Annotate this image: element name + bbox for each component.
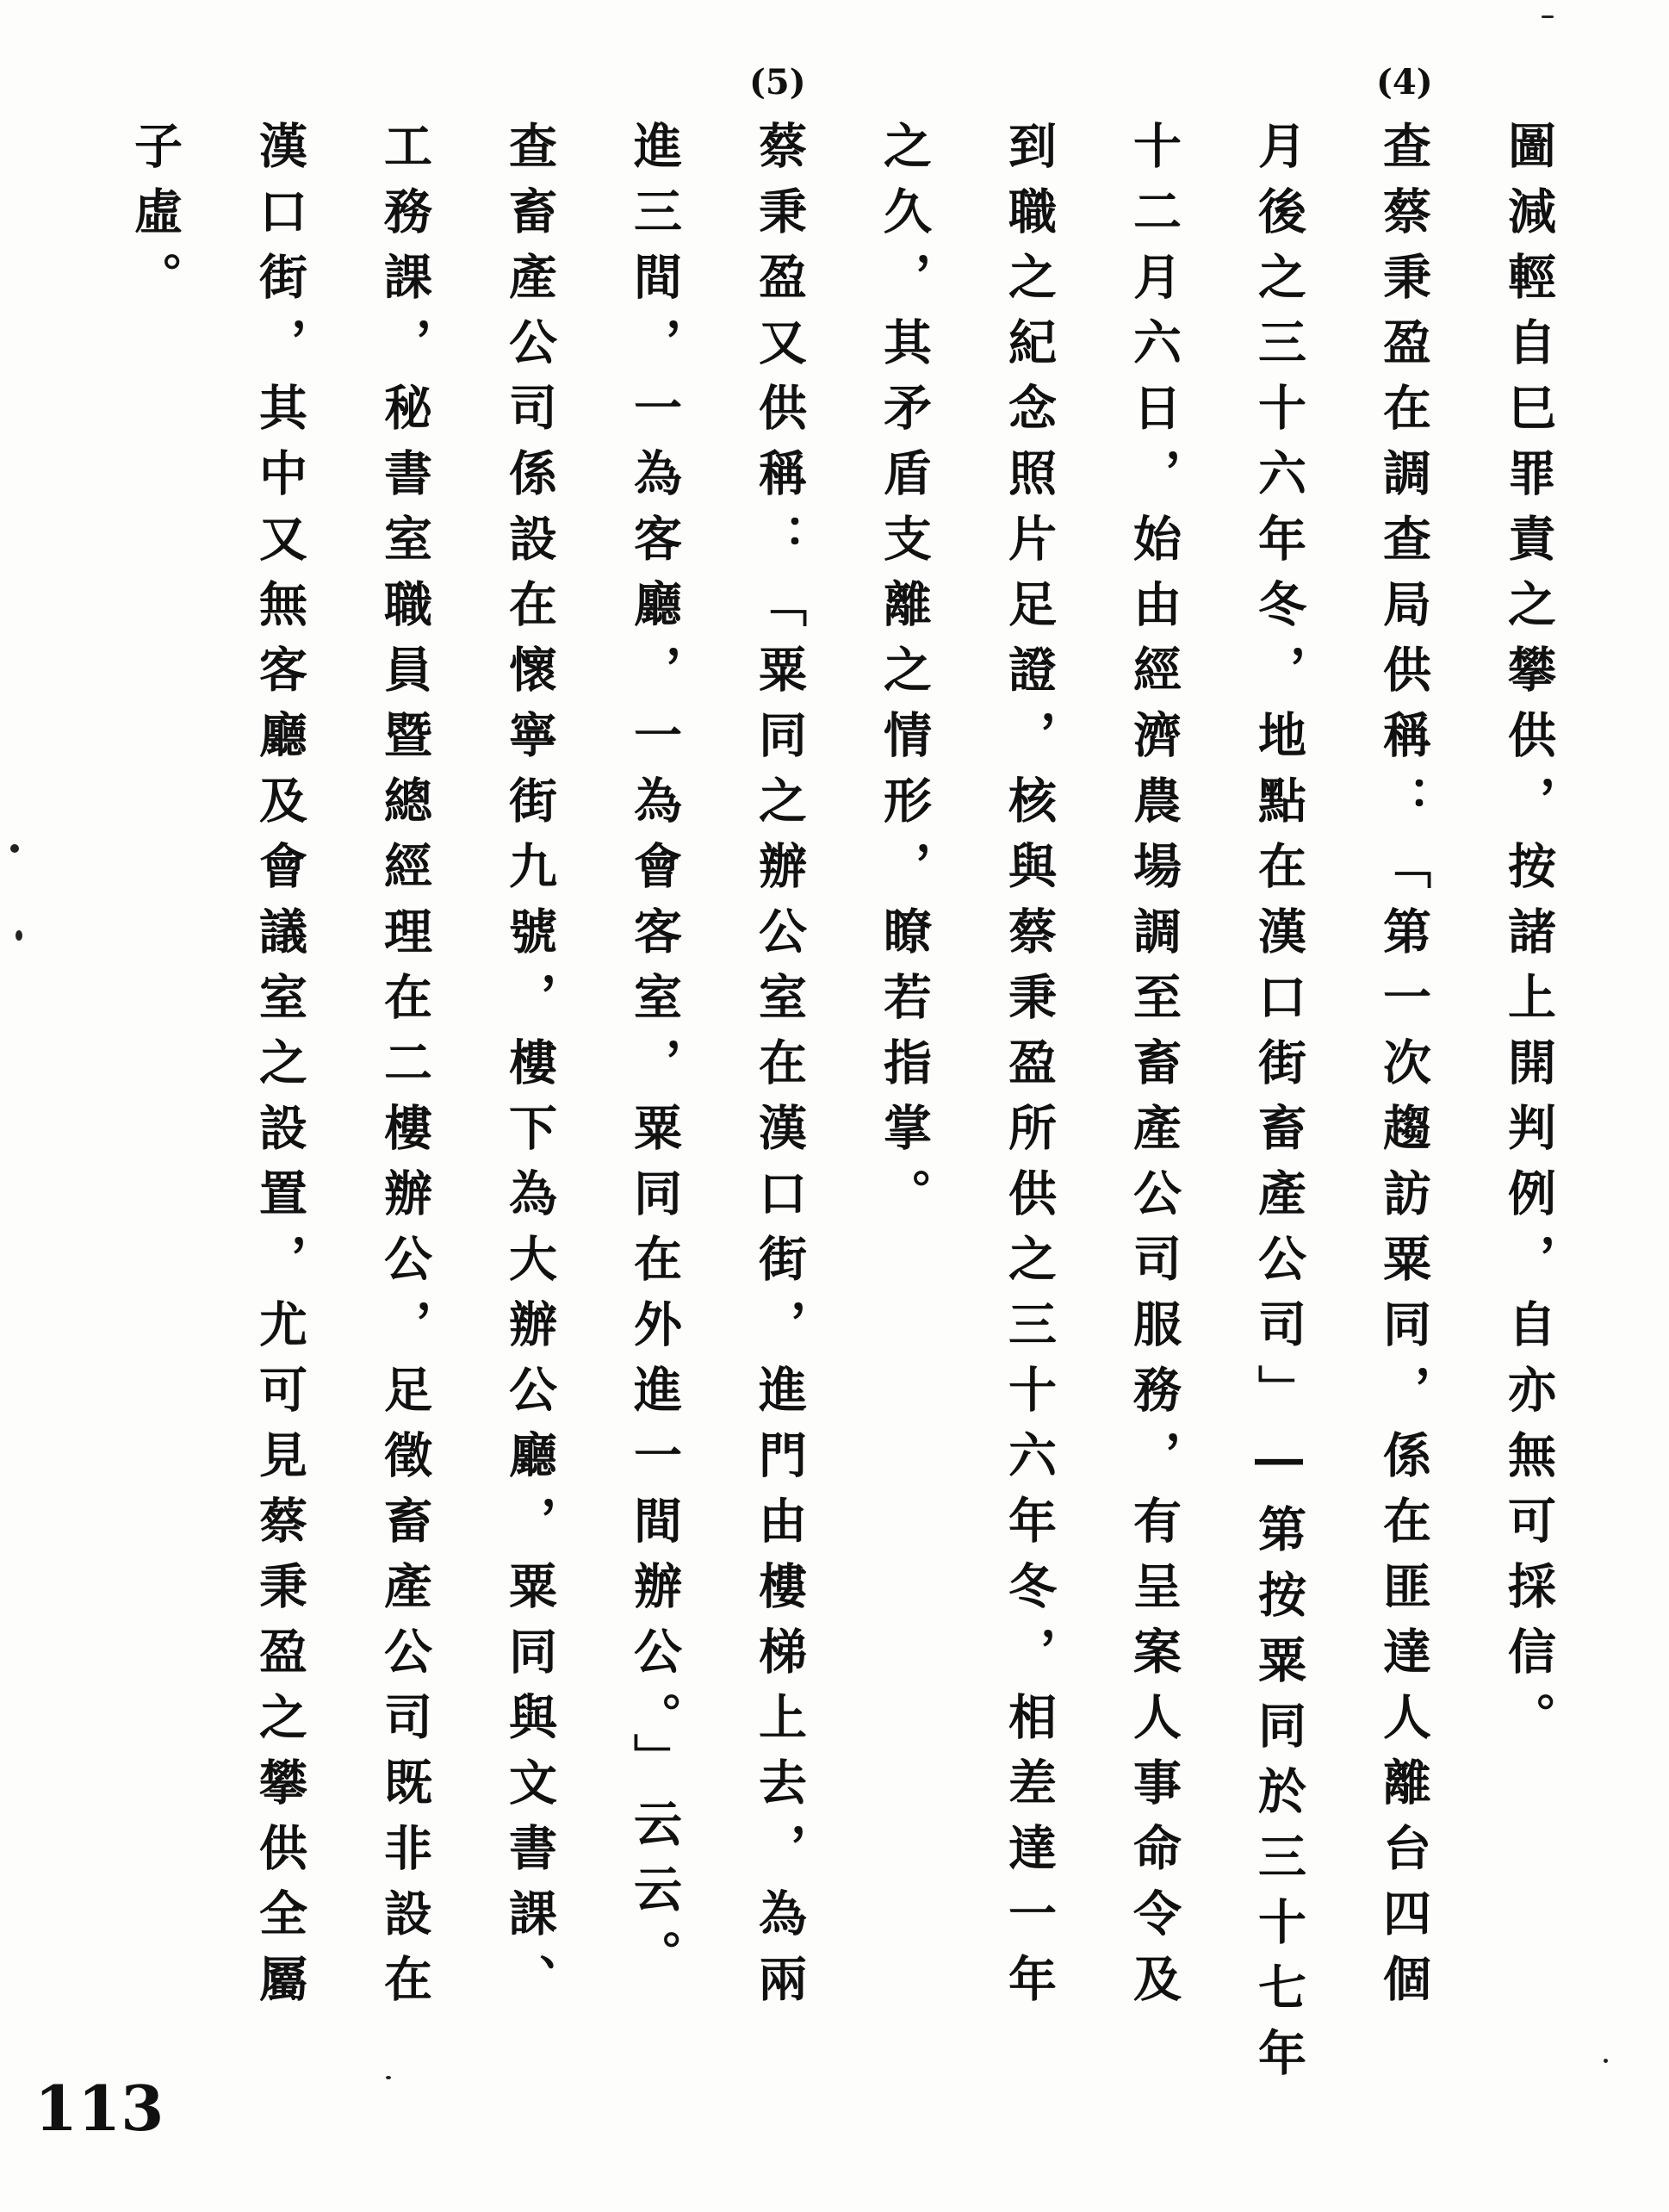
paragraph-marker-4: (4) <box>1376 62 1433 103</box>
text-column-1: 圖減輕自巳罪責之攀供，按諸上開判例，自亦無可採信。 <box>1500 121 1557 1757</box>
scan-speck <box>1542 16 1554 18</box>
scan-speck <box>386 2076 391 2079</box>
page-number: 113 <box>34 2072 164 2145</box>
text-column-2: 查蔡秉盈在調查局供稱：「第一次趨訪粟同，係在匪達人離台四個 <box>1375 121 1432 2019</box>
text-column-4: 十二月六日，始由經濟農場調至畜產公司服務，有呈案人事命令及 <box>1126 121 1182 2019</box>
paragraph-marker-5: (5) <box>749 62 806 103</box>
text-column-9: 查畜產公司係設在懷寧街九號，樓下為大辦公廳，粟同與文書課、 <box>501 121 558 2019</box>
scan-speck <box>10 844 19 853</box>
scan-speck <box>1604 2059 1608 2063</box>
text-column-8: 進三間，一為客廳，一為會客室，粟同在外進一間辦公。」云云。 <box>626 121 683 1995</box>
scan-speck <box>16 930 22 941</box>
text-column-10: 工務課，秘書室職員暨總經理在二樓辦公，足徵畜產公司既非設在 <box>376 121 433 2019</box>
text-column-12: 子虛。 <box>127 121 183 317</box>
text-column-5: 到職之紀念照片足證，核與蔡秉盈所供之三十六年冬，相差達一年 <box>1001 121 1058 2019</box>
text-column-3: 月後之三十六年冬，地點在漢口街畜產公司」―第按粟同於三十七年 <box>1250 121 1307 2093</box>
text-column-7: 蔡秉盈又供稱：「粟同之辦公室在漢口街，進門由樓梯上去，為兩 <box>751 121 808 2019</box>
text-column-11: 漢口街，其中又無客廳及會議室之設置，尤可見蔡秉盈之攀供全屬 <box>251 121 308 2019</box>
text-column-6: 之久，其矛盾支離之情形，瞭若指掌。 <box>876 121 933 1233</box>
